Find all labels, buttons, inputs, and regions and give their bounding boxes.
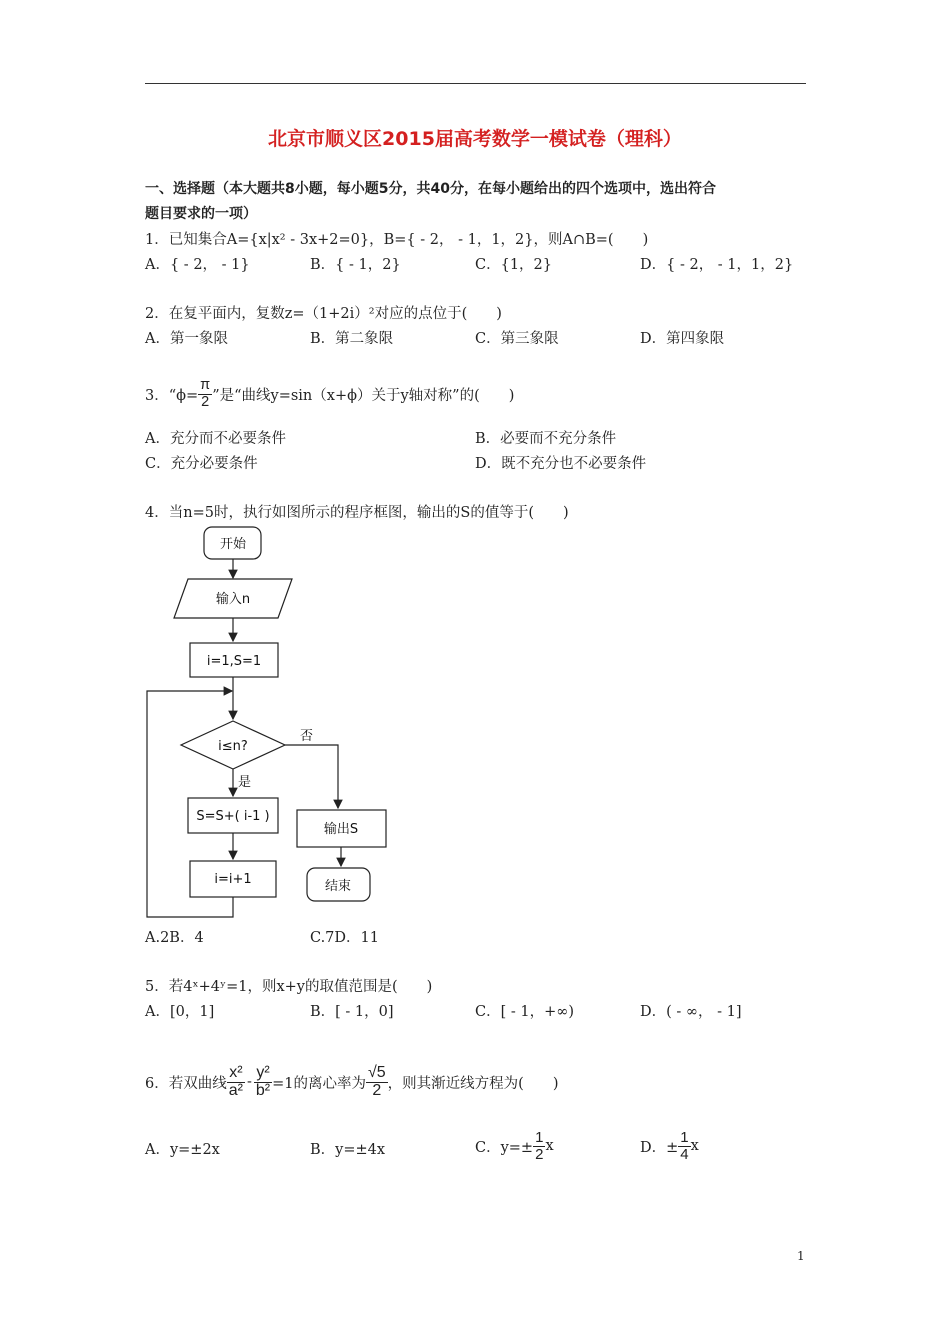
q3-stem-pre: 3．“ϕ=	[145, 387, 199, 404]
q4-stem: 4．当n=5时，执行如图所示的程序框图，输出的S的值等于( )	[145, 505, 569, 521]
q6-option-c-num: 1	[535, 1128, 544, 1146]
q6-option-d-fraction	[678, 1130, 690, 1163]
q6-fraction-x	[227, 1065, 245, 1100]
q6-option-c-den: 2	[535, 1145, 544, 1163]
q6-fraction-e	[366, 1065, 388, 1100]
page-number: 1	[797, 1249, 805, 1263]
q6-stem-post: ，则其渐近线方程为( )	[387, 1075, 559, 1092]
q2-stem: 2．在复平面内，复数z=（1+2i）²对应的点位于( )	[145, 306, 502, 322]
q6-frac-x-den: a²	[228, 1081, 243, 1099]
q6-frac-y-num: y²	[254, 1065, 272, 1083]
header-rule	[145, 83, 806, 84]
q3-frac-den: 2	[201, 393, 210, 410]
q6-stem-pre: 6．若双曲线	[145, 1075, 227, 1092]
q6-frac-x-num: x²	[227, 1065, 245, 1083]
flowchart-step1-label: S=S+( i-1 )	[196, 809, 270, 824]
flowchart-end-label: 结束	[324, 879, 352, 894]
flowchart-start-label: 开始	[219, 537, 247, 552]
q1-option-b: B．{ - 1，2}	[310, 257, 401, 273]
q6-option-d-den: 4	[680, 1145, 689, 1163]
q1-option-c: C．{1，2}	[475, 257, 552, 273]
flowchart-init-label: i=1,S=1	[206, 654, 262, 669]
q6-option-c-post: x	[545, 1138, 554, 1154]
flowchart-yes-label: 是	[238, 775, 252, 790]
q6-option-d-post: x	[690, 1138, 699, 1154]
q5-option-a: A．[0，1]	[145, 1004, 215, 1020]
flowchart-no-label: 否	[300, 729, 314, 744]
q2-option-a: A．第一象限	[145, 331, 228, 347]
flowchart-output-label: 输出S	[323, 822, 359, 837]
flowchart	[140, 520, 400, 920]
q6-minus: -	[246, 1074, 252, 1090]
q3-stem	[145, 372, 514, 416]
q3-option-c: C．充分必要条件	[145, 456, 258, 472]
q3-fraction	[198, 378, 212, 409]
q6-stem	[145, 1056, 559, 1108]
q6-option-b: B．y=±4x	[310, 1142, 386, 1158]
q6-option-c-fraction	[533, 1130, 545, 1163]
flowchart-step2-label: i=i+1	[214, 872, 252, 887]
q4-options-ab: A.2B．4	[145, 930, 204, 946]
q5-option-d: D．( - ∞， - 1]	[640, 1004, 742, 1020]
q3-option-d: D．既不充分也不必要条件	[475, 456, 647, 472]
q6-frac-y-den: b²	[255, 1081, 271, 1099]
flowchart-condition-label: i≤n?	[218, 739, 248, 754]
q3-stem-post: ”是“曲线y=sin（x+ϕ）关于y轴对称”的( )	[212, 387, 515, 404]
q6-option-d	[640, 1124, 699, 1168]
q3-option-b: B．必要而不充分条件	[475, 431, 617, 447]
page-title: 北京市顺义区2015届高考数学一模试卷（理科）	[268, 128, 682, 150]
q5-option-b: B．[ - 1，0]	[310, 1004, 394, 1020]
q6-option-d-pre: D．±	[640, 1139, 679, 1156]
q1-option-a: A．{ - 2， - 1}	[145, 257, 250, 273]
section-heading-line1: 一、选择题（本大题共8小题，每小题5分，共40分，在每小题给出的四个选项中，选出符合	[145, 181, 716, 197]
q6-stem-mid: =1的离心率为	[272, 1075, 366, 1092]
q6-option-a: A．y=±2x	[145, 1142, 220, 1158]
q4-options-cd: C.7D．11	[310, 930, 379, 946]
q6-frac-e-den: 2	[372, 1081, 382, 1099]
q5-stem: 5．若4ˣ+4ʸ=1，则x+y的取值范围是( )	[145, 979, 433, 995]
q2-option-d: D．第四象限	[640, 331, 725, 347]
q6-option-d-num: 1	[680, 1128, 689, 1146]
q2-option-b: B．第二象限	[310, 331, 394, 347]
q3-option-a: A．充分而不必要条件	[145, 431, 286, 447]
section-heading-line2: 题目要求的一项）	[145, 206, 257, 222]
q1-stem: 1．已知集合A={x|x² - 3x+2=0}，B={ - 2， - 1，1，2}，则A∩B=( )	[145, 232, 649, 248]
q6-fraction-y	[254, 1065, 272, 1100]
q3-frac-num: π	[200, 377, 211, 394]
q2-option-c: C．第三象限	[475, 331, 559, 347]
q6-option-c-pre: C．y=±	[475, 1139, 534, 1156]
q6-option-c	[475, 1124, 554, 1168]
flowchart-input-label: 输入n	[215, 592, 251, 607]
q1-option-d: D．{ - 2， - 1，1，2}	[640, 257, 794, 273]
q6-frac-e-num: √5	[367, 1063, 386, 1081]
q5-option-c: C．[ - 1，+∞)	[475, 1004, 574, 1020]
